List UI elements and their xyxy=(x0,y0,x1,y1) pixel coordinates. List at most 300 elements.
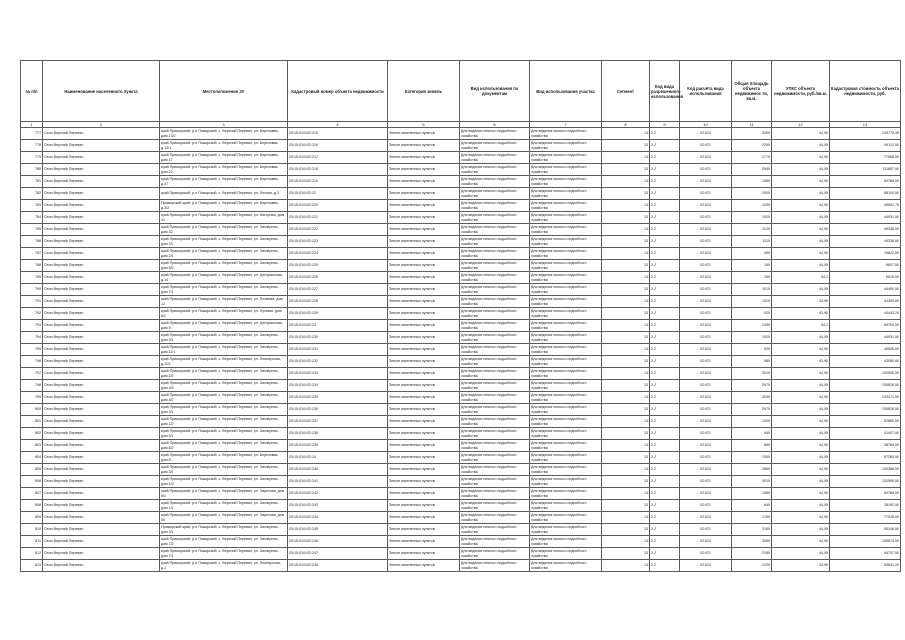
use-code-cell: 2.2 xyxy=(650,212,680,224)
area-cell: 1020 xyxy=(732,212,772,224)
cadastral-number-cell: 25:15:010102:242 xyxy=(288,488,388,500)
location-cell: край Приморский, р-н Пожарский, с. Верхний Перевал, ул. Березовая, дом 13/2 xyxy=(160,128,288,140)
table-row xyxy=(21,524,901,536)
plot-use-cell: Для ведения личного подсобного хозяйства xyxy=(530,452,602,464)
plot-use-cell: Для ведения личного подсобного хозяйства xyxy=(530,536,602,548)
location-cell: край Приморский, р-н Пожарский, с. Верхний Перевал, ул. Лесная, д.3 xyxy=(160,188,288,200)
cadastral-cost-cell: 49336,00 xyxy=(830,224,901,236)
land-category-cell: Земли населенных пунктов xyxy=(388,368,460,380)
upks-cell: 44,05 xyxy=(772,176,830,188)
cadastral-number-cell: 25:15:010102:221 xyxy=(288,212,388,224)
location-cell: край Приморский, р-н Пожарский, с. Верхний Перевал, ул. Заозерная, дом 7/1 xyxy=(160,284,288,296)
cadastral-cost-cell: 65709,00 xyxy=(830,320,901,332)
plot-use-cell: Для ведения личного подсобного хозяйства xyxy=(530,560,602,572)
use-code-cell: 2.2 xyxy=(650,464,680,476)
segment-cell: 13 xyxy=(602,416,650,428)
use-code-cell: 2.2 xyxy=(650,140,680,152)
row-number-cell: 789 xyxy=(21,272,43,284)
upks-cell: 44,05 xyxy=(772,512,830,524)
settlement-cell: Село Верхний Перевал xyxy=(43,380,160,392)
cadastral-cost-cell: 99112,50 xyxy=(830,140,901,152)
upks-cell: 44,05 xyxy=(772,404,830,416)
cadastral-cost-cell: 45591,75 xyxy=(830,200,901,212)
column-index: 12 xyxy=(772,122,830,128)
table-row xyxy=(21,260,901,272)
calc-code-cell: 02:021 xyxy=(680,512,732,524)
plot-use-cell: Для ведения личного подсобного хозяйства xyxy=(530,344,602,356)
land-category-cell: Земли населенных пунктов xyxy=(388,452,460,464)
header-cell: Категория земель xyxy=(388,61,460,122)
upks-cell: 44,05 xyxy=(772,476,830,488)
land-category-cell: Земли населенных пунктов xyxy=(388,236,460,248)
documented-use-cell: Для ведения личного подсобного хозяйства xyxy=(460,248,530,260)
calc-code-cell: 02:021 xyxy=(680,224,732,236)
plot-use-cell: Для ведения личного подсобного хозяйства xyxy=(530,440,602,452)
land-category-cell: Земли населенных пунктов xyxy=(388,440,460,452)
plot-use-cell: Для ведения личного подсобного хозяйства xyxy=(530,548,602,560)
location-cell: край Приморский, р-н Пожарский, с. Верхний Перевал, ул. Березовая, дом 17 xyxy=(160,152,288,164)
row-number-cell: 805 xyxy=(21,464,43,476)
settlement-cell: Село Верхний Перевал xyxy=(43,452,160,464)
upks-cell: 43,96 xyxy=(772,308,830,320)
table-row xyxy=(21,128,901,140)
table-row xyxy=(21,164,901,176)
upks-cell: 44,05 xyxy=(772,200,830,212)
plot-use-cell: Для ведения личного подсобного хозяйства xyxy=(530,368,602,380)
area-cell: 1770 xyxy=(732,152,772,164)
location-cell: край Приморский, р-н Пожарский, с. Верхний Перевал, ул. Березовая, дом 8 xyxy=(160,452,288,464)
calc-code-cell: 02:021 xyxy=(680,536,732,548)
plot-use-cell: Для ведения личного подсобного хозяйства xyxy=(530,284,602,296)
use-code-cell: 2.2 xyxy=(650,284,680,296)
land-category-cell: Земли населенных пунктов xyxy=(388,380,460,392)
documented-use-cell: Для ведения личного подсобного хозяйства xyxy=(460,464,530,476)
cadastral-cost-cell: 88100,00 xyxy=(830,188,901,200)
segment-cell: 13 xyxy=(602,296,650,308)
plot-use-cell: Для ведения личного подсобного хозяйства xyxy=(530,380,602,392)
use-code-cell: 2.2 xyxy=(650,248,680,260)
plot-use-cell: Для ведения личного подсобного хозяйства xyxy=(530,356,602,368)
segment-cell: 13 xyxy=(602,536,650,548)
table-row xyxy=(21,332,901,344)
plot-use-cell: Для ведения личного подсобного хозяйства xyxy=(530,248,602,260)
calc-code-cell: 02:021 xyxy=(680,380,732,392)
settlement-cell: Село Верхний Перевал xyxy=(43,140,160,152)
row-number-cell: 780 xyxy=(21,164,43,176)
location-cell: край Приморский, р-н Пожарский, с. Верхний Перевал, ул. Заозерная, дом 11/1 xyxy=(160,344,288,356)
land-category-cell: Земли населенных пунктов xyxy=(388,140,460,152)
table-row xyxy=(21,320,901,332)
location-cell: край Приморский, р-н Пожарский, с. Верхний Перевал, ул. Заозерная, дом 4/3 xyxy=(160,380,288,392)
cadastral-number-cell: 25:15:010102:246 xyxy=(288,536,388,548)
upks-cell: 44,05 xyxy=(772,344,830,356)
row-number-cell: 799 xyxy=(21,392,43,404)
row-number-cell: 807 xyxy=(21,488,43,500)
area-cell: 1300 xyxy=(732,452,772,464)
table-row xyxy=(21,296,901,308)
area-cell: 640 xyxy=(732,500,772,512)
segment-cell: 13 xyxy=(602,464,650,476)
settlement-cell: Село Верхний Перевал xyxy=(43,320,160,332)
location-cell: край Приморский, р-н Пожарский, с. Верхний Перевал, ул. Заозерная, дом 32 xyxy=(160,224,288,236)
plot-use-cell: Для ведения личного подсобного хозяйства xyxy=(530,188,602,200)
row-number-cell: 806 xyxy=(21,476,43,488)
use-code-cell: 2.2 xyxy=(650,296,680,308)
settlement-cell: Село Верхний Перевал xyxy=(43,164,160,176)
table-row xyxy=(21,488,901,500)
cadastral-number-cell: 25:15:010102:217 xyxy=(288,152,388,164)
calc-code-cell: 02:021 xyxy=(680,476,732,488)
row-number-cell: 783 xyxy=(21,200,43,212)
calc-code-cell: 02:021 xyxy=(680,416,732,428)
upks-cell: 44,05 xyxy=(772,236,830,248)
cadastral-cost-cell: 57265,00 xyxy=(830,452,901,464)
upks-cell: 44,05 xyxy=(772,524,830,536)
cadastral-cost-cell: 135674,00 xyxy=(830,536,901,548)
land-category-cell: Земли населенных пунктов xyxy=(388,524,460,536)
cadastral-number-cell: 25:15:010102:216 xyxy=(288,140,388,152)
land-category-cell: Земли населенных пунктов xyxy=(388,392,460,404)
land-category-cell: Земли населенных пунктов xyxy=(388,296,460,308)
calc-code-cell: 02:021 xyxy=(680,368,732,380)
settlement-cell: Село Верхний Перевал xyxy=(43,224,160,236)
land-category-cell: Земли населенных пунктов xyxy=(388,536,460,548)
row-number-cell: 790 xyxy=(21,284,43,296)
plot-use-cell: Для ведения личного подсобного хозяйства xyxy=(530,464,602,476)
land-category-cell: Земли населенных пунктов xyxy=(388,176,460,188)
location-cell: край Приморский, р-н Пожарский, с. Верхний Перевал, ул. Заозерная, дом 2/2 xyxy=(160,368,288,380)
upks-cell: 44,05 xyxy=(772,488,830,500)
segment-cell: 13 xyxy=(602,284,650,296)
use-code-cell: 2.2 xyxy=(650,128,680,140)
documented-use-cell: Для ведения личного подсобного хозяйства xyxy=(460,356,530,368)
settlement-cell: Село Верхний Перевал xyxy=(43,404,160,416)
plot-use-cell: Для ведения личного подсобного хозяйства xyxy=(530,488,602,500)
segment-cell: 13 xyxy=(602,236,650,248)
land-category-cell: Земли населенных пунктов xyxy=(388,344,460,356)
upks-cell: 44,05 xyxy=(772,452,830,464)
segment-cell: 13 xyxy=(602,488,650,500)
calc-code-cell: 02:021 xyxy=(680,236,732,248)
settlement-cell: Село Верхний Перевал xyxy=(43,440,160,452)
table-row xyxy=(21,440,901,452)
cadastral-cost-cell: 149770,45 xyxy=(830,128,901,140)
upks-cell: 43,96 xyxy=(772,296,830,308)
area-cell: 880 xyxy=(732,440,772,452)
cadastral-cost-cell: 60789,00 xyxy=(830,488,901,500)
documented-use-cell: Для ведения личного подсобного хозяйства xyxy=(460,524,530,536)
cadastral-cost-cell: 111887,00 xyxy=(830,164,901,176)
upks-cell: 44,05 xyxy=(772,152,830,164)
settlement-cell: Село Верхний Перевал xyxy=(43,464,160,476)
column-index: 1 xyxy=(21,122,43,128)
documented-use-cell: Для ведения личного подсобного хозяйства xyxy=(460,200,530,212)
cadastral-number-cell: 25:15:010102:235 xyxy=(288,392,388,404)
cadastral-cost-cell: 6615,00 xyxy=(830,272,901,284)
settlement-cell: Село Верхний Перевал xyxy=(43,488,160,500)
cadastral-number-cell: 25:15:010102:226 xyxy=(288,272,388,284)
location-cell: Приморский край, р-н Пожарский, с. Верхний Перевал, ул. Заозерная, дом 3/1 xyxy=(160,524,288,536)
table-row xyxy=(21,308,901,320)
row-number-cell: 809 xyxy=(21,512,43,524)
plot-use-cell: Для ведения личного подсобного хозяйства xyxy=(530,512,602,524)
upks-cell: 44,05 xyxy=(772,380,830,392)
area-cell: 3030 xyxy=(732,392,772,404)
segment-cell: 13 xyxy=(602,188,650,200)
table-row xyxy=(21,248,901,260)
cadastral-number-cell: 25:15:010102:245 xyxy=(288,524,388,536)
land-category-cell: Земли населенных пунктов xyxy=(388,488,460,500)
cadastral-cost-cell: 130388,00 xyxy=(830,464,901,476)
area-cell: 1200 xyxy=(732,416,772,428)
use-code-cell: 2.2 xyxy=(650,524,680,536)
location-cell: край Приморский, р-н Пожарский, с. Верхний Перевал, ул. Заозерная, дом 1/3 xyxy=(160,476,288,488)
settlement-cell: Село Верхний Перевал xyxy=(43,188,160,200)
upks-cell: 44,05 xyxy=(772,368,830,380)
row-number-cell: 791 xyxy=(21,296,43,308)
plot-use-cell: Для ведения личного подсобного хозяйства xyxy=(530,500,602,512)
calc-code-cell: 02:021 xyxy=(680,200,732,212)
row-number-cell: 795 xyxy=(21,344,43,356)
area-cell: 1010 xyxy=(732,284,772,296)
documented-use-cell: Для ведения личного подсобного хозяйства xyxy=(460,272,530,284)
area-cell: 1120 xyxy=(732,236,772,248)
table-row xyxy=(21,188,901,200)
cadastral-number-cell: 25:15:010102:243 xyxy=(288,500,388,512)
calc-code-cell: 02:021 xyxy=(680,344,732,356)
calc-code-cell: 02:021 xyxy=(680,164,732,176)
upks-cell: 44,05 xyxy=(772,428,830,440)
cadastral-cost-cell: 130828,50 xyxy=(830,404,901,416)
land-category-cell: Земли населенных пунктов xyxy=(388,464,460,476)
documented-use-cell: Для ведения личного подсобного хозяйства xyxy=(460,212,530,224)
documented-use-cell: Для ведения личного подсобного хозяйства xyxy=(460,188,530,200)
land-category-cell: Земли населенных пунктов xyxy=(388,404,460,416)
use-code-cell: 2.2 xyxy=(650,308,680,320)
upks-cell: 44,05 xyxy=(772,416,830,428)
calc-code-cell: 02:021 xyxy=(680,140,732,152)
table-row xyxy=(21,212,901,224)
use-code-cell: 2.2 xyxy=(650,488,680,500)
column-index: 5 xyxy=(388,122,460,128)
settlement-cell: Село Верхний Перевал xyxy=(43,152,160,164)
cadastral-cost-cell: 132590,50 xyxy=(830,368,901,380)
area-cell: 2250 xyxy=(732,140,772,152)
documented-use-cell: Для ведения личного подсобного хозяйства xyxy=(460,176,530,188)
row-number-cell: 781 xyxy=(21,176,43,188)
segment-cell: 13 xyxy=(602,404,650,416)
calc-code-cell: 02:021 xyxy=(680,308,732,320)
segment-cell: 13 xyxy=(602,200,650,212)
plot-use-cell: Для ведения личного подсобного хозяйства xyxy=(530,416,602,428)
segment-cell: 13 xyxy=(602,356,650,368)
header-cell: Вид использования по документам xyxy=(460,61,530,122)
documented-use-cell: Для ведения личного подсобного хозяйства xyxy=(460,560,530,572)
area-cell: 1380 xyxy=(732,488,772,500)
documented-use-cell: Для ведения личного подсобного хозяйства xyxy=(460,536,530,548)
plot-use-cell: Для ведения личного подсобного хозяйства xyxy=(530,128,602,140)
table-row xyxy=(21,476,901,488)
row-number-cell: 785 xyxy=(21,224,43,236)
cadastral-cost-cell: 44399,60 xyxy=(830,296,901,308)
use-code-cell: 2.2 xyxy=(650,500,680,512)
plot-use-cell: Для ведения личного подсобного хозяйства xyxy=(530,524,602,536)
location-cell: край Приморский, р-н Пожарский, с. Верхний Перевал, ул. Заозерная, дом 6/2 xyxy=(160,440,288,452)
use-code-cell: 2.2 xyxy=(650,392,680,404)
calc-code-cell: 02:021 xyxy=(680,296,732,308)
cadastral-number-cell: 25:15:010102:224 xyxy=(288,248,388,260)
row-number-cell: 802 xyxy=(21,428,43,440)
cadastral-number-cell: 25:15:010102:233 xyxy=(288,368,388,380)
use-code-cell: 2.2 xyxy=(650,320,680,332)
documented-use-cell: Для ведения личного подсобного хозяйства xyxy=(460,236,530,248)
header-row xyxy=(21,61,901,122)
land-category-cell: Земли населенных пунктов xyxy=(388,212,460,224)
area-cell: 2160 xyxy=(732,524,772,536)
cadastral-cost-cell: 6607,50 xyxy=(830,260,901,272)
settlement-cell: Село Верхний Перевал xyxy=(43,128,160,140)
plot-use-cell: Для ведения личного подсобного хозяйства xyxy=(530,332,602,344)
cadastral-cost-cell: 60789,00 xyxy=(830,176,901,188)
column-index: 11 xyxy=(732,122,772,128)
segment-cell: 13 xyxy=(602,128,650,140)
plot-use-cell: Для ведения личного подсобного хозяйства xyxy=(530,224,602,236)
segment-cell: 13 xyxy=(602,176,650,188)
table-row xyxy=(21,452,901,464)
cadastral-number-cell: 25:15:010102:218 xyxy=(288,164,388,176)
row-number-cell: 788 xyxy=(21,260,43,272)
segment-cell: 13 xyxy=(602,320,650,332)
segment-cell: 13 xyxy=(602,248,650,260)
upks-cell: 44,05 xyxy=(772,392,830,404)
use-code-cell: 2.2 xyxy=(650,344,680,356)
segment-cell: 13 xyxy=(602,392,650,404)
segment-cell: 13 xyxy=(602,524,650,536)
cadastral-number-cell: 25:15:010102:237 xyxy=(288,416,388,428)
area-cell: 2960 xyxy=(732,464,772,476)
settlement-cell: Село Верхний Перевал xyxy=(43,200,160,212)
use-code-cell: 2.2 xyxy=(650,164,680,176)
table-row xyxy=(21,560,901,572)
calc-code-cell: 02:021 xyxy=(680,524,732,536)
calc-code-cell: 02:021 xyxy=(680,560,732,572)
upks-cell: 44,05 xyxy=(772,500,830,512)
upks-cell: 44,05 xyxy=(772,548,830,560)
table-row xyxy=(21,392,901,404)
calc-code-cell: 02:021 xyxy=(680,248,732,260)
cadastral-number-cell: 25:15:010102:220 xyxy=(288,200,388,212)
segment-cell: 13 xyxy=(602,512,650,524)
area-cell: 2540 xyxy=(732,164,772,176)
land-category-cell: Земли населенных пунктов xyxy=(388,152,460,164)
header-cell: Наименование населенного пункта xyxy=(43,61,160,122)
plot-use-cell: Для ведения личного подсобного хозяйства xyxy=(530,176,602,188)
area-cell: 920 xyxy=(732,308,772,320)
cadastral-cost-cell: 38764,00 xyxy=(830,440,901,452)
header-cell: УПКС объекта недвижимости, руб./кв.м. xyxy=(772,61,830,122)
calc-code-cell: 02:021 xyxy=(680,332,732,344)
use-code-cell: 2.2 xyxy=(650,440,680,452)
segment-cell: 13 xyxy=(602,260,650,272)
area-cell: 3080 xyxy=(732,536,772,548)
area-cell: 2150 xyxy=(732,548,772,560)
settlement-cell: Село Верхний Перевал xyxy=(43,536,160,548)
location-cell: край Приморский, р-н Пожарский, с. Верхний Перевал, ул. Березовая, дом 22 xyxy=(160,164,288,176)
documented-use-cell: Для ведения личного подсобного хозяйства xyxy=(460,416,530,428)
area-cell: 1120 xyxy=(732,224,772,236)
table-row xyxy=(21,236,901,248)
upks-cell: 44,05 xyxy=(772,188,830,200)
table-row xyxy=(21,464,901,476)
plot-use-cell: Для ведения личного подсобного хозяйства xyxy=(530,200,602,212)
location-cell: край Приморский, р-н Пожарский, с. Верхний Перевал, ул. Заозерная, дом 5/2 xyxy=(160,260,288,272)
table-row xyxy=(21,380,901,392)
settlement-cell: Село Верхний Перевал xyxy=(43,308,160,320)
cadastral-cost-cell: 52860,00 xyxy=(830,416,901,428)
calc-code-cell: 02:021 xyxy=(680,452,732,464)
segment-cell: 13 xyxy=(602,164,650,176)
documented-use-cell: Для ведения личного подсобного хозяйства xyxy=(460,152,530,164)
calc-code-cell: 02:021 xyxy=(680,356,732,368)
documented-use-cell: Для ведения личного подсобного хозяйства xyxy=(460,476,530,488)
location-cell: край Приморский, р-н Пожарский, с. Верхний Перевал, ул. Пионерская, д.1 xyxy=(160,560,288,572)
segment-cell: 13 xyxy=(602,560,650,572)
location-cell: край Приморский, р-н Пожарский, с. Верхний Перевал, ул. Заозерная, дом 1/2 xyxy=(160,416,288,428)
table-row xyxy=(21,272,901,284)
settlement-cell: Село Верхний Перевал xyxy=(43,512,160,524)
settlement-cell: Село Верхний Перевал xyxy=(43,176,160,188)
cadastral-cost-cell: 40443,20 xyxy=(830,308,901,320)
use-code-cell: 2.2 xyxy=(650,236,680,248)
cadastral-number-cell: 25:15:010102:227 xyxy=(288,284,388,296)
segment-cell: 13 xyxy=(602,380,650,392)
cadastral-number-cell: 25:15:010102:247 xyxy=(288,548,388,560)
area-cell: 1010 xyxy=(732,296,772,308)
location-cell: Приморский край, р-н Пожарский, с. Верхний Перевал, ул. Березовая, д.3/2 xyxy=(160,200,288,212)
table-row xyxy=(21,368,901,380)
row-number-cell: 794 xyxy=(21,332,43,344)
row-number-cell: 793 xyxy=(21,320,43,332)
settlement-cell: Село Верхний Перевал xyxy=(43,560,160,572)
column-index: 3 xyxy=(160,122,288,128)
plot-use-cell: Для ведения личного подсобного хозяйства xyxy=(530,212,602,224)
use-code-cell: 2.2 xyxy=(650,200,680,212)
plot-use-cell: Для ведения личного подсобного хозяйства xyxy=(530,320,602,332)
cadastral-cost-cell: 95148,00 xyxy=(830,524,901,536)
area-cell: 1760 xyxy=(732,512,772,524)
area-cell: 3010 xyxy=(732,368,772,380)
location-cell: край Приморский, р-н Пожарский, с. Верхний Перевал, ул. Заозерная, дом 5/1 xyxy=(160,428,288,440)
use-code-cell: 2.2 xyxy=(650,452,680,464)
documented-use-cell: Для ведения личного подсобного хозяйства xyxy=(460,320,530,332)
area-cell: 940 xyxy=(732,428,772,440)
table-row xyxy=(21,140,901,152)
land-category-cell: Земли населенных пунктов xyxy=(388,284,460,296)
cadastral-number-cell: 25:15:010102:215 xyxy=(288,128,388,140)
location-cell: край Приморский, р-н Пожарский, с. Верхний Перевал, ул. Полевая, дом 12 xyxy=(160,296,288,308)
plot-use-cell: Для ведения личного подсобного хозяйства xyxy=(530,140,602,152)
header-cell: Кадастровый номер объекта недвижимости xyxy=(288,61,388,122)
cadastral-cost-cell: 44931,00 xyxy=(830,332,901,344)
settlement-cell: Село Верхний Перевал xyxy=(43,272,160,284)
cadastral-number-cell: 25:15:010102:228 xyxy=(288,296,388,308)
plot-use-cell: Для ведения личного подсобного хозяйства xyxy=(530,152,602,164)
table-row xyxy=(21,416,901,428)
documented-use-cell: Для ведения личного подсобного хозяйства xyxy=(460,452,530,464)
land-category-cell: Земли населенных пунктов xyxy=(388,128,460,140)
plot-use-cell: Для ведения личного подсобного хозяйства xyxy=(530,236,602,248)
column-index: 4 xyxy=(288,122,388,128)
